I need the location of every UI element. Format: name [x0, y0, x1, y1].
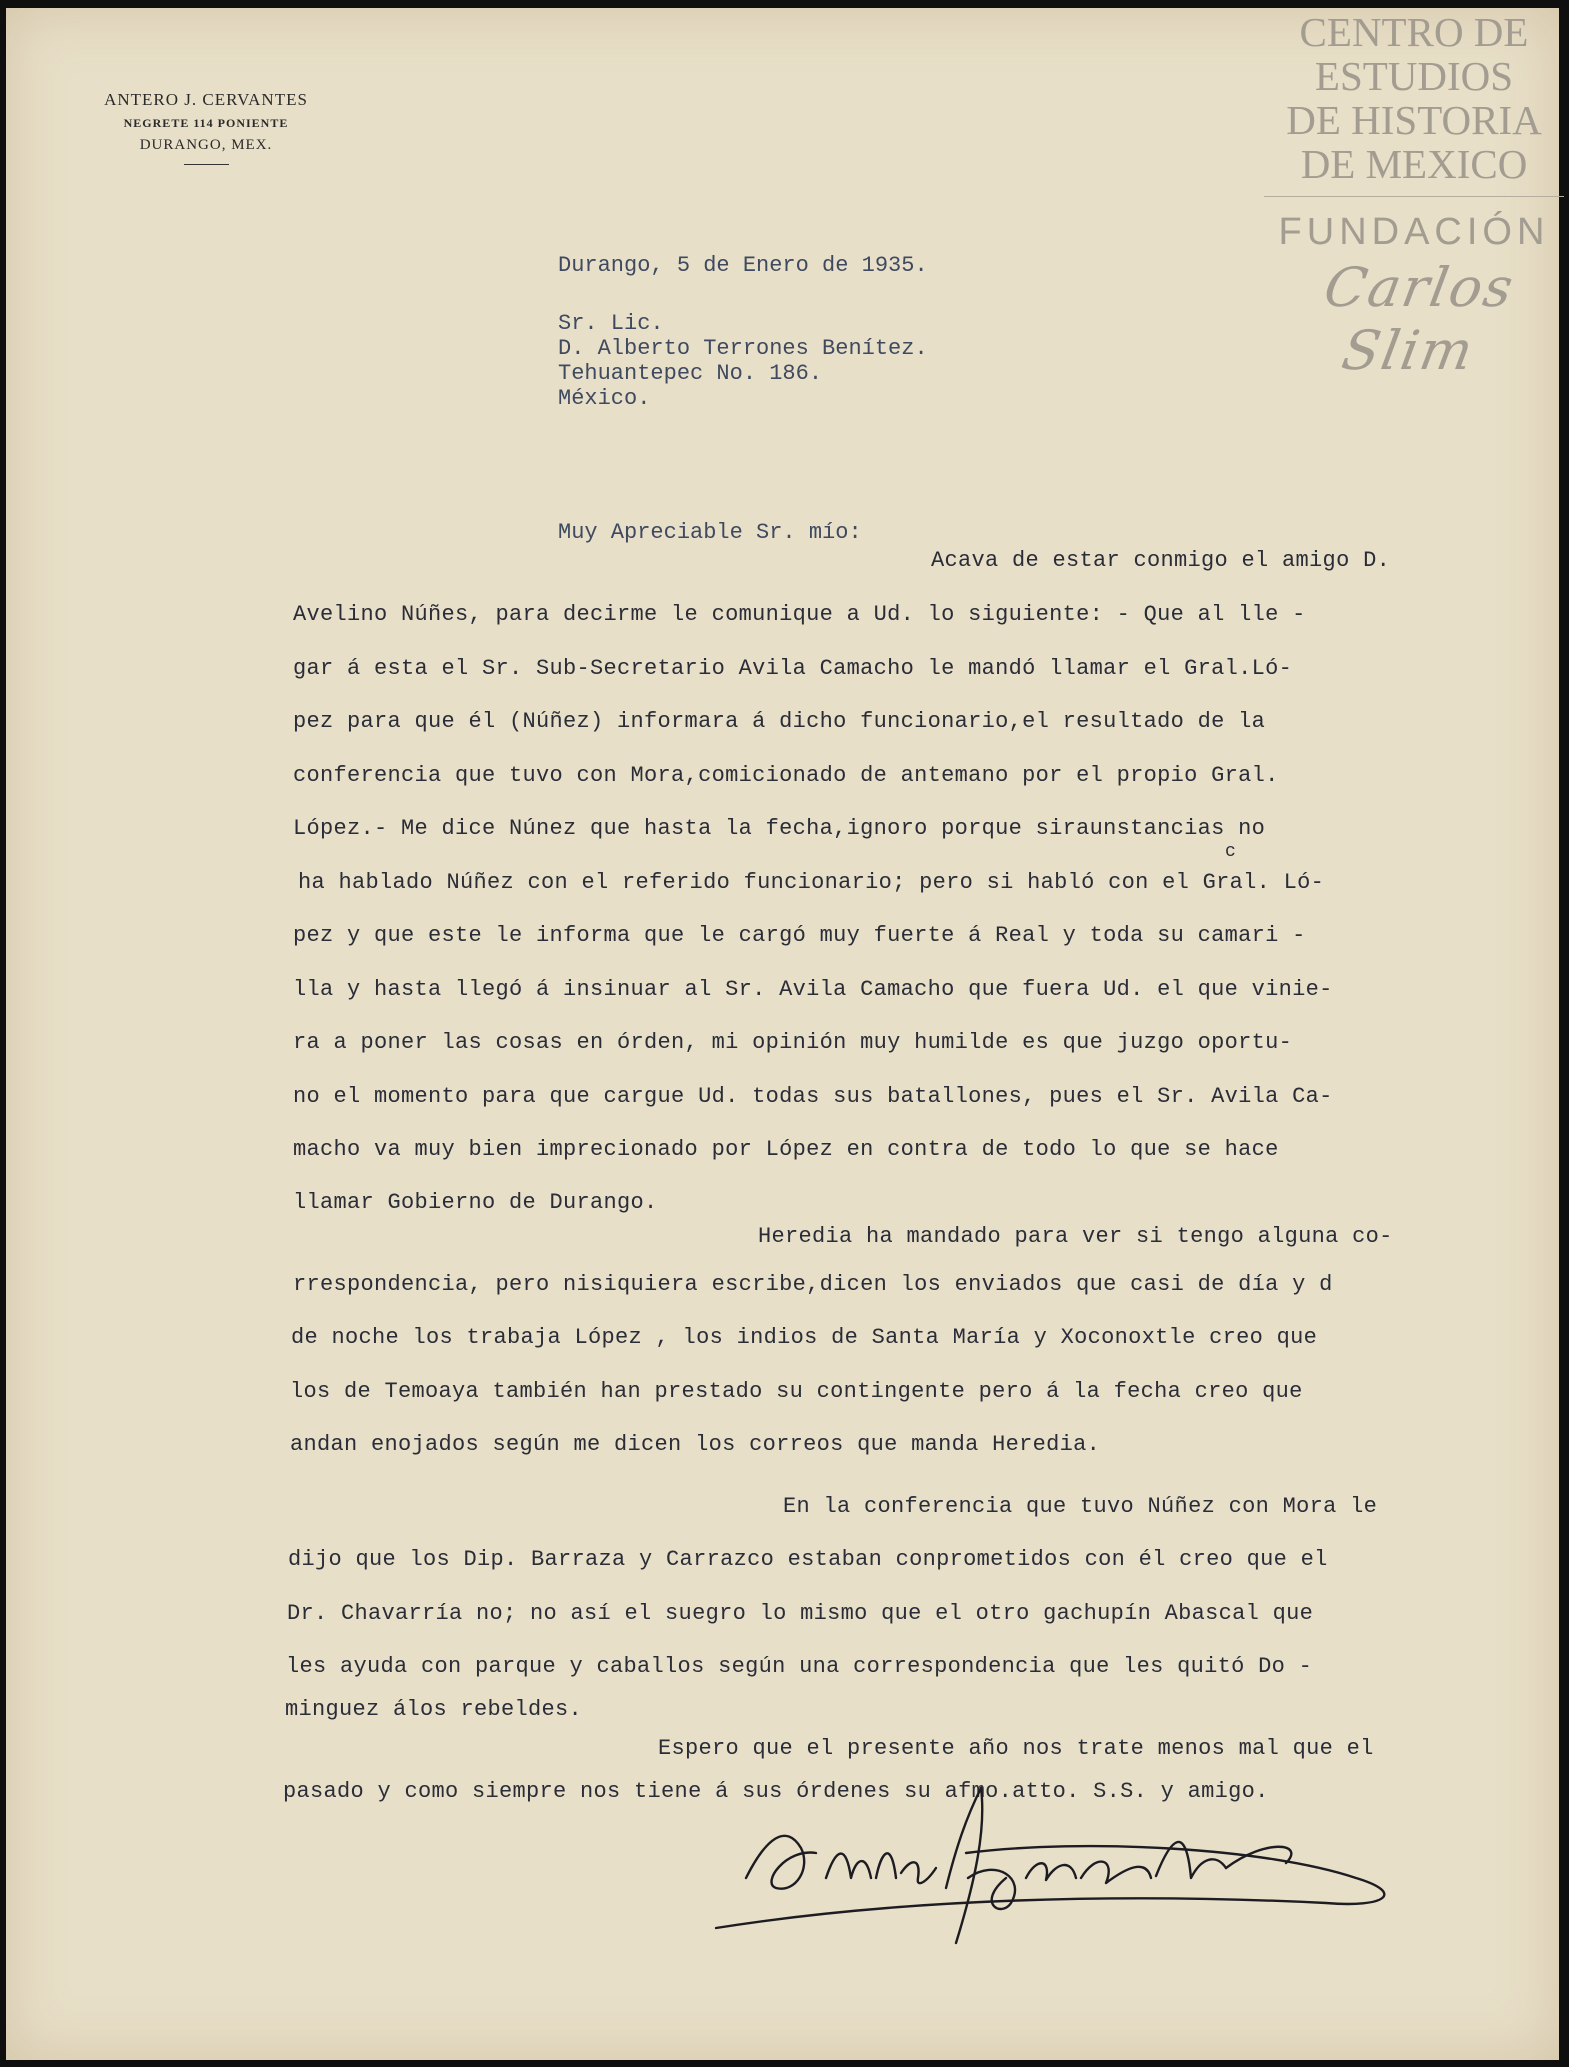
letterhead-rule	[184, 164, 229, 165]
stamp-line-1: CENTRO DE	[1299, 9, 1529, 55]
stamp-line-3: DE HISTORIA	[1286, 97, 1542, 143]
body-line: los de Temoaya también han prestado su contingente pero á la fecha creo que	[290, 1379, 1303, 1404]
stamp-foundation: FUNDACIÓN	[1278, 211, 1550, 253]
body-line: no el momento para que cargue Ud. todas sus batallones, pues el Sr. Avila Ca-	[293, 1084, 1333, 1109]
letterhead-city: DURANGO, MEX.	[139, 137, 273, 153]
body-line: En la conferencia que tuvo Núñez con Mora le	[783, 1494, 1378, 1519]
body-line: gar á esta el Sr. Sub-Secretario Avila Camacho le mandó llamar el Gral.Ló-	[293, 656, 1293, 681]
recipient-title: Sr. Lic.	[558, 311, 664, 336]
body-line: ha hablado Núñez con el referido funcionario; pero si habló con el Gral. Ló-	[298, 870, 1325, 895]
stamp-line-4: DE MEXICO	[1300, 141, 1528, 187]
archive-stamp	[1264, 10, 1564, 382]
letterhead-street: NEGRETE 114 PONIENTE	[123, 116, 289, 130]
body-line: minguez álos rebeldes.	[285, 1697, 583, 1722]
body-line: Acava de estar conmigo el amigo D.	[931, 548, 1391, 573]
body-line: Espero que el presente año nos trate menos mal que el	[658, 1736, 1374, 1761]
body-line: Avelino Núñes, para decirme le comunique a Ud. lo siguiente: - Que al lle -	[293, 602, 1306, 627]
body-line: macho va muy bien imprecionado por López en contra de todo lo que se hace	[293, 1137, 1279, 1162]
body-line: les ayuda con parque y caballos según una correspondencia que les quitó Do -	[286, 1654, 1313, 1679]
recipient-name: D. Alberto Terrones Benítez.	[558, 336, 928, 361]
body-line: pez para que él (Núñez) informara á dicho funcionario,el resultado de la	[293, 709, 1266, 734]
body-line: pez y que este le informa que le cargó muy fuerte á Real y toda su camari -	[293, 923, 1306, 948]
body-line: de noche los trabaja López , los indios de Santa María y Xoconoxtle creo que	[291, 1325, 1318, 1350]
body-line: Heredia ha mandado para ver si tengo alguna co-	[758, 1224, 1393, 1249]
stamp-line-2: ESTUDIOS	[1314, 53, 1514, 99]
body-line: pasado y como siempre nos tiene á sus órdenes su afmo.atto. S.S. y amigo.	[283, 1779, 1269, 1804]
stamp-foundation-name: Carlos Slim	[1319, 256, 1520, 382]
body-line: llamar Gobierno de Durango.	[293, 1190, 658, 1215]
body-line-correction: c	[1225, 842, 1237, 862]
letterhead-name: ANTERO J. CERVANTES	[104, 90, 308, 109]
letter-sheet	[6, 8, 1559, 2060]
letter-date: Durango, 5 de Enero de 1935.	[558, 253, 928, 278]
letterhead	[66, 90, 346, 165]
body-line: rrespondencia, pero nisiquiera escribe,dicen los enviados que casi de día y d	[293, 1272, 1333, 1297]
recipient-street: Tehuantepec No. 186.	[558, 361, 823, 386]
stamp-divider	[1264, 196, 1564, 197]
body-line: dijo que los Dip. Barraza y Carrazco estaban conprometidos con él creo que el	[288, 1547, 1328, 1572]
body-line: López.- Me dice Núnez que hasta la fecha,ignoro porque siraunstancias no	[293, 816, 1266, 841]
body-line: conferencia que tuvo con Mora,comicionado de antemano por el propio Gral.	[293, 763, 1279, 788]
salutation: Muy Apreciable Sr. mío:	[558, 520, 862, 545]
body-line: andan enojados según me dicen los correos que manda Heredia.	[290, 1432, 1101, 1457]
body-line: Dr. Chavarría no; no así el suegro lo mismo que el otro gachupín Abascal que	[287, 1601, 1314, 1626]
handwritten-signature	[706, 1728, 1466, 1968]
body-line: lla y hasta llegó á insinuar al Sr. Avila Camacho que fuera Ud. el que vinie-	[293, 977, 1333, 1002]
body-line: ra a poner las cosas en órden, mi opinión muy humilde es que juzgo oportu-	[293, 1030, 1293, 1055]
recipient-city: México.	[558, 386, 651, 411]
